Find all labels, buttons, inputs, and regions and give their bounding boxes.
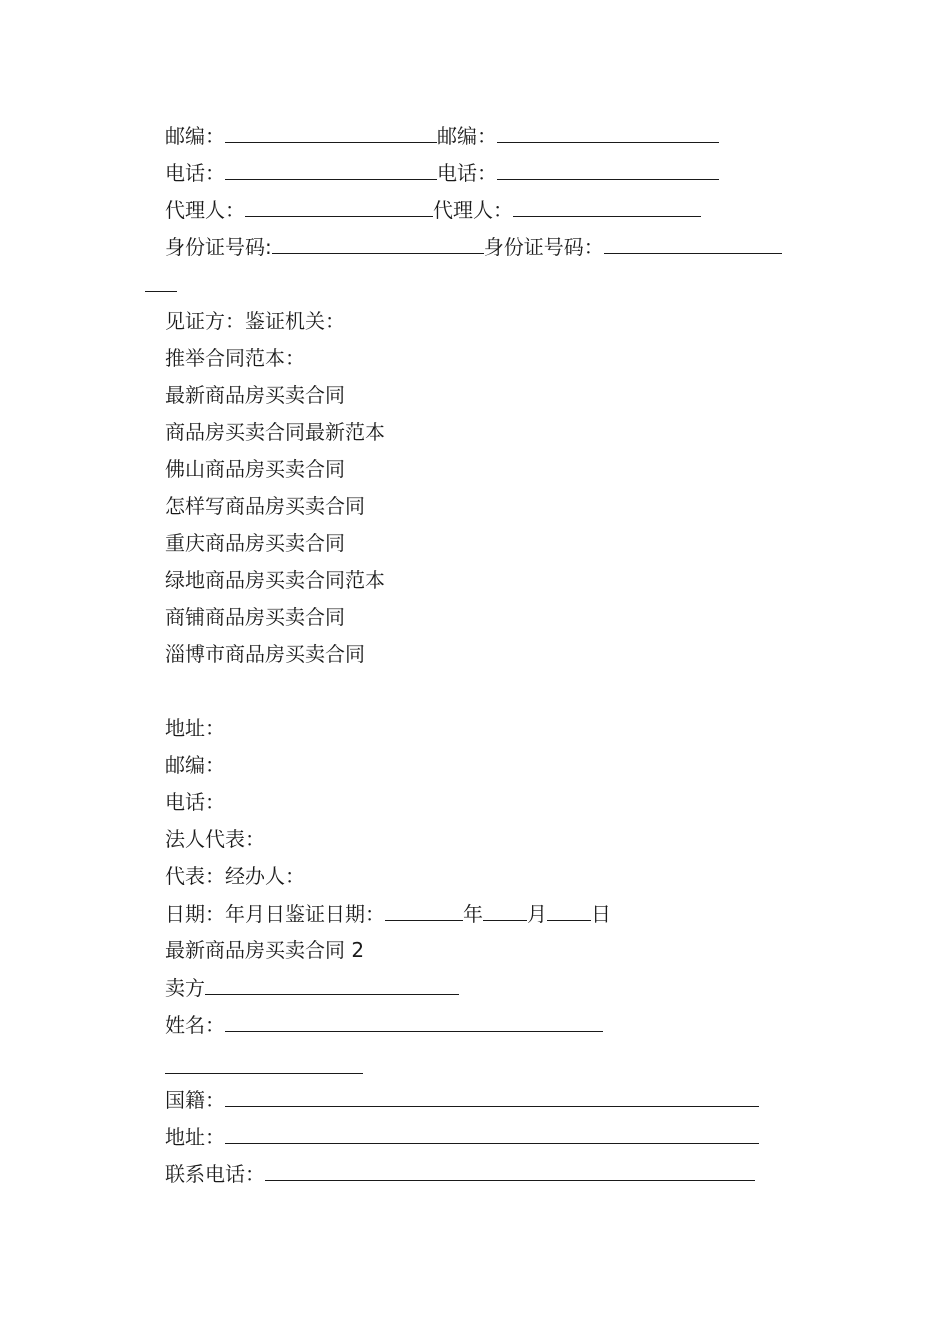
contact-phone-row: [165, 1160, 755, 1186]
recommend-item[interactable]: 佛山商品房买卖合同: [165, 457, 345, 481]
contact-phone-label: 联系电话：: [165, 1162, 265, 1186]
authority-address: 地址：: [165, 716, 225, 740]
authority-rep-handler: 代表：经办人：: [165, 864, 305, 888]
agent-blank-a[interactable]: [245, 196, 433, 217]
recommend-item[interactable]: 重庆商品房买卖合同: [165, 531, 345, 555]
recommend-item[interactable]: 最新商品房买卖合同: [165, 383, 345, 407]
seller-label: 卖方: [165, 976, 205, 1000]
address-row: [165, 1123, 759, 1149]
phone-blank-a[interactable]: [225, 159, 437, 180]
recommend-item[interactable]: 商品房买卖合同最新范本: [165, 420, 385, 444]
postcode-blank-b[interactable]: [497, 122, 719, 143]
agent-row: [165, 196, 701, 222]
date-row: [165, 900, 611, 926]
postcode-blank-a[interactable]: [225, 122, 437, 143]
recommend-item[interactable]: 怎样写商品房买卖合同: [165, 494, 365, 518]
phone-blank-b[interactable]: [497, 159, 719, 180]
contact-phone-blank[interactable]: [265, 1160, 755, 1181]
name-row: [165, 1011, 603, 1037]
date-prefix: 日期：年月日鉴证日期：: [165, 902, 385, 926]
authority-legal-rep: 法人代表：: [165, 827, 265, 851]
id-blank-a[interactable]: [272, 233, 484, 254]
id-row: [165, 233, 782, 259]
recommend-heading: 推举合同范本：: [165, 346, 305, 370]
id-label-a: 身份证号码:: [165, 235, 272, 259]
agent-label-a: 代理人：: [165, 198, 245, 222]
witness-line: 见证方：鉴证机关：: [165, 309, 345, 333]
agent-blank-b[interactable]: [513, 196, 701, 217]
phone-label-b: 电话：: [437, 161, 497, 185]
contract2-title: 最新商品房买卖合同 2: [165, 938, 365, 962]
seller-row: [165, 974, 459, 1000]
postcode-label-b: 邮编：: [437, 124, 497, 148]
address-blank[interactable]: [225, 1123, 759, 1144]
id-blank-wrap: [145, 291, 177, 292]
postcode-row: [165, 122, 719, 148]
nationality-row: [165, 1086, 759, 1112]
nationality-label: 国籍：: [165, 1088, 225, 1112]
phone-row: [165, 159, 719, 185]
phone-label-a: 电话：: [165, 161, 225, 185]
year-blank[interactable]: [385, 900, 463, 921]
day-label: 日: [591, 902, 611, 926]
recommend-item[interactable]: 商铺商品房买卖合同: [165, 605, 345, 629]
postcode-label-a: 邮编：: [165, 124, 225, 148]
authority-phone: 电话：: [165, 790, 225, 814]
name-blank-wrap: [165, 1073, 363, 1074]
recommend-item[interactable]: 绿地商品房买卖合同范本: [165, 568, 385, 592]
month-blank[interactable]: [483, 900, 527, 921]
name-blank[interactable]: [225, 1011, 603, 1032]
id-label-b: 身份证号码：: [483, 235, 604, 259]
year-label: 年: [463, 902, 483, 926]
name-label: 姓名：: [165, 1013, 225, 1037]
month-label: 月: [527, 902, 547, 926]
day-blank[interactable]: [547, 900, 591, 921]
agent-label-b: 代理人：: [433, 198, 513, 222]
authority-postcode: 邮编：: [165, 753, 225, 777]
seller-blank[interactable]: [205, 974, 459, 995]
address-label: 地址：: [165, 1125, 225, 1149]
nationality-blank[interactable]: [225, 1086, 759, 1107]
recommend-item[interactable]: 淄博市商品房买卖合同: [165, 642, 365, 666]
id-blank-b[interactable]: [604, 233, 782, 254]
